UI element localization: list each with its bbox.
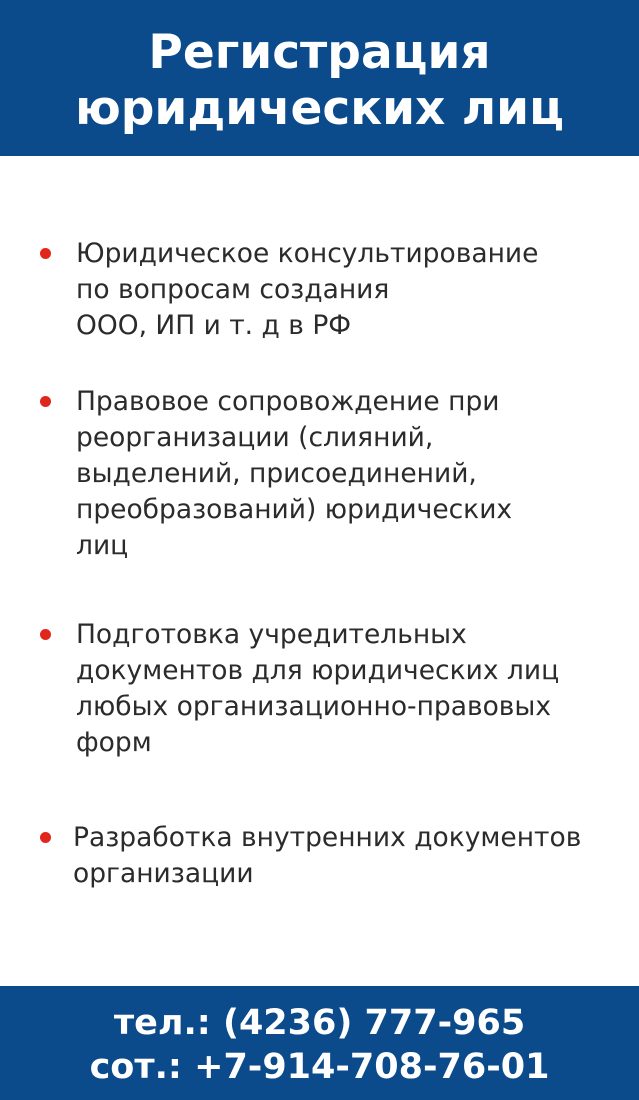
service-item-text: Разработка внутренних документов организации xyxy=(73,822,582,889)
header-banner xyxy=(0,0,639,156)
bullet-icon xyxy=(40,248,51,259)
bullet-icon xyxy=(40,396,51,407)
contacts-banner xyxy=(0,986,639,1100)
service-item-text: Юридическое консультирование по вопросам создания ООО, ИП и т. д в РФ xyxy=(76,238,539,341)
service-item-text: Подготовка учредительных документов для юридических лиц любых организационно-правовых форм xyxy=(76,619,560,758)
page-title-line-2: юридических лиц xyxy=(75,81,564,136)
bullet-icon xyxy=(40,832,51,843)
service-item xyxy=(40,820,610,892)
mobile-number: сот.: +7-914-708-76-01 xyxy=(89,1047,550,1087)
service-item xyxy=(40,617,610,761)
phone-number: тел.: (4236) 777-965 xyxy=(113,1003,526,1043)
page-title-line-1: Регистрация xyxy=(148,25,491,80)
bullet-icon xyxy=(40,629,51,640)
service-item-text: Правовое сопровождение при реорганизации (слияний, выделений, присоединений, преобразований) юридических лиц xyxy=(76,386,513,561)
service-item xyxy=(40,384,610,564)
service-item xyxy=(40,236,610,344)
